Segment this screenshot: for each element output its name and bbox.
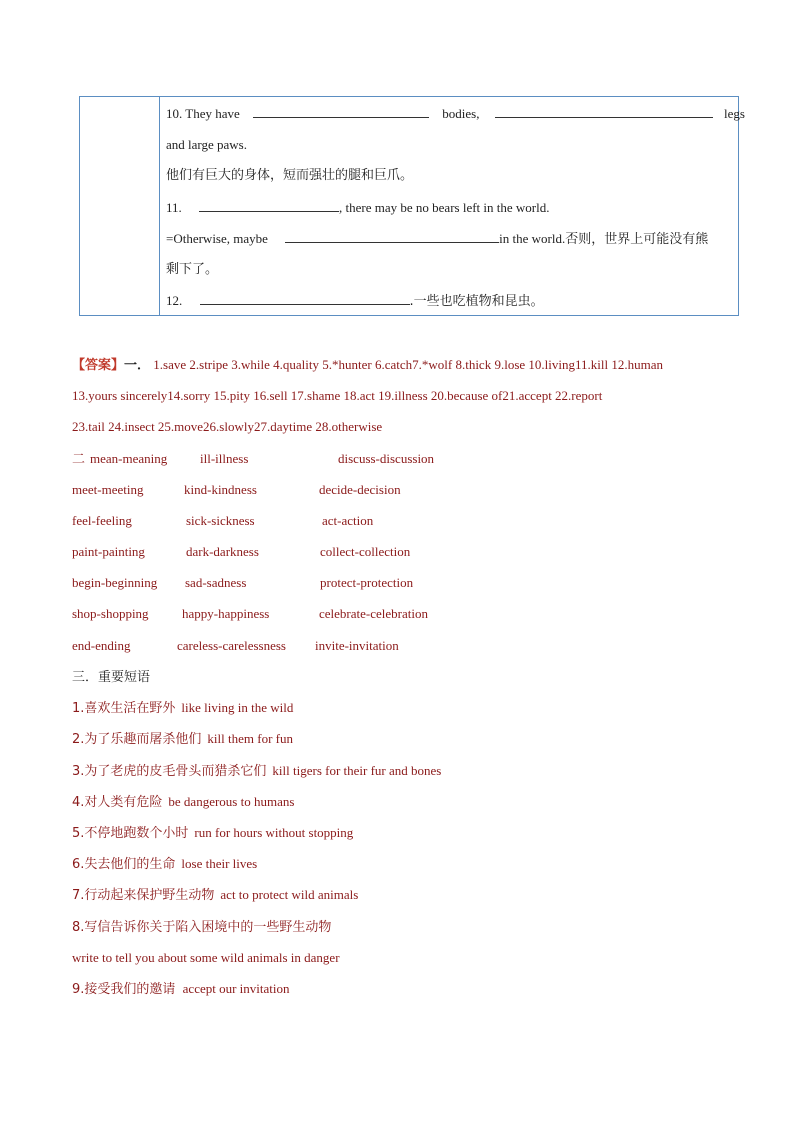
phrase-chinese: 7.行动起来保护野生动物 bbox=[72, 888, 215, 903]
word-form-cell: meet-meeting bbox=[72, 482, 144, 497]
q12-blank[interactable] bbox=[200, 292, 410, 305]
question-11-line2 bbox=[166, 230, 708, 249]
phrase-item bbox=[72, 886, 358, 905]
word-form-cell: sad-sadness bbox=[185, 575, 247, 590]
q10-text-a: 10. They have bbox=[166, 106, 240, 121]
phrase-8-chinese: 8.写信告诉你关于陷入困境中的一些野生动物 bbox=[72, 920, 332, 935]
phrase-english: be dangerous to humans bbox=[168, 794, 295, 809]
phrase-english: kill them for fun bbox=[207, 731, 293, 746]
word-form-cell: end-ending bbox=[72, 638, 131, 653]
q10-blank-1[interactable] bbox=[253, 105, 429, 118]
question-11-line1 bbox=[166, 199, 550, 217]
question-11-translation-2: 剩下了。 bbox=[166, 262, 219, 277]
answer-line-3: 23.tail 24.insect 25.move26.slowly27.daytime 28.otherwise bbox=[72, 419, 383, 434]
word-form-cell: feel-feeling bbox=[72, 513, 132, 528]
section-2-label: 二 bbox=[72, 451, 86, 466]
phrase-item bbox=[72, 793, 294, 812]
word-form-cell: decide-decision bbox=[319, 482, 401, 497]
q11-number: 11. bbox=[166, 200, 182, 215]
word-form-cell: kind-kindness bbox=[184, 482, 257, 497]
word-form-cell: act-action bbox=[322, 513, 374, 528]
phrase-item bbox=[72, 855, 257, 874]
phrase-9-english: accept our invitation bbox=[182, 981, 290, 996]
q11-text-b: , there may be no bears left in the world. bbox=[339, 200, 550, 215]
q12-translation: .一些也吃植物和昆虫。 bbox=[409, 294, 544, 309]
q10-text-c: legs bbox=[723, 106, 745, 121]
phrase-english: lose their lives bbox=[181, 856, 258, 871]
section-3-title bbox=[72, 668, 150, 687]
phrase-chinese: 5.不停地跑数个小时 bbox=[72, 826, 189, 841]
phrase-9 bbox=[72, 980, 290, 999]
word-form-cell: protect-protection bbox=[320, 575, 414, 590]
word-form-cell: ill-illness bbox=[200, 451, 249, 466]
phrase-english: run for hours without stopping bbox=[194, 825, 354, 840]
phrase-english: act to protect wild animals bbox=[220, 887, 359, 902]
word-form-cell: happy-happiness bbox=[182, 606, 270, 621]
word-form-cell: sick-sickness bbox=[186, 513, 255, 528]
phrase-9-chinese: 9.接受我们的邀请 bbox=[72, 982, 176, 997]
phrase-item bbox=[72, 762, 441, 781]
question-10-line1 bbox=[166, 105, 745, 123]
question-10-translation: 他们有巨大的身体，短而强壮的腿和巨爪。 bbox=[166, 168, 414, 183]
q11-translation-1: 否则，世界上可能没有熊 bbox=[565, 232, 709, 247]
phrase-chinese: 2.为了乐趣而屠杀他们 bbox=[72, 732, 202, 747]
table-column-divider bbox=[159, 97, 160, 315]
q12-number: 12. bbox=[166, 293, 183, 308]
q10-text-b: bodies, bbox=[442, 106, 480, 121]
word-form-cell: paint-painting bbox=[72, 544, 145, 559]
word-form-cell: collect-collection bbox=[320, 544, 411, 559]
answer-words-1: 1.save 2.stripe 3.while 4.quality 5.*hunter 6.catch7.*wolf 8.thick 9.lose 10.living11.kill 12.human bbox=[153, 357, 663, 372]
section-1-label: 一． bbox=[124, 358, 151, 373]
word-form-cell: careless-carelessness bbox=[177, 638, 286, 653]
question-12-line bbox=[166, 292, 544, 311]
q11-blank-2[interactable] bbox=[285, 230, 499, 243]
phrase-english: like living in the wild bbox=[181, 700, 294, 715]
question-10-line2: and large paws. bbox=[166, 137, 247, 152]
q11-blank-1[interactable] bbox=[199, 199, 339, 212]
word-form-cell: mean-meaning bbox=[90, 451, 168, 466]
q10-blank-2[interactable] bbox=[495, 105, 713, 118]
answer-heading: 【答案】 bbox=[72, 358, 125, 373]
word-form-cell: celebrate-celebration bbox=[319, 606, 428, 621]
answer-line-2: 13.yours sincerely14.sorry 15.pity 16.sell 17.shame 18.act 19.illness 20.because of21.accept 22.report bbox=[72, 388, 603, 403]
phrase-chinese: 6.失去他们的生命 bbox=[72, 857, 176, 872]
phrase-chinese: 3.为了老虎的皮毛骨头而猎杀它们 bbox=[72, 764, 267, 779]
phrase-chinese: 4.对人类有危险 bbox=[72, 795, 163, 810]
word-form-cell: dark-darkness bbox=[186, 544, 259, 559]
phrase-item bbox=[72, 730, 293, 749]
phrase-english: kill tigers for their fur and bones bbox=[272, 763, 442, 778]
word-form-cell: invite-invitation bbox=[315, 638, 399, 653]
word-form-cell: begin-beginning bbox=[72, 575, 158, 590]
phrase-chinese: 1.喜欢生活在野外 bbox=[72, 701, 176, 716]
phrase-item bbox=[72, 699, 293, 718]
q11-text-c: =Otherwise, maybe bbox=[166, 231, 268, 246]
section-3-title-text: 三．重要短语 bbox=[72, 670, 151, 685]
phrase-item bbox=[72, 824, 353, 843]
word-form-cell: discuss-discussion bbox=[338, 451, 435, 466]
answer-line-1 bbox=[72, 356, 663, 375]
q11-text-d: in the world. bbox=[499, 231, 566, 246]
phrase-8-en: write to tell you about some wild animals in danger bbox=[72, 950, 340, 965]
word-form-cell: shop-shopping bbox=[72, 606, 149, 621]
phrase-8-cn bbox=[72, 918, 331, 937]
